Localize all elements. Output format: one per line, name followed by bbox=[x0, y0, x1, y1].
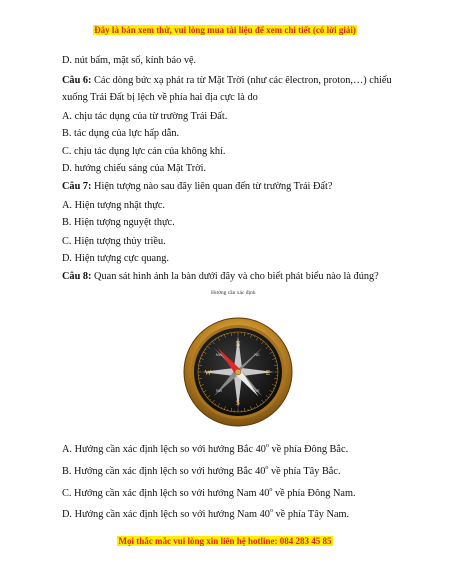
q5-option-d: D. nút bấm, mặt số, kính bảo vệ. bbox=[62, 55, 197, 66]
preview-banner: Đây là bản xem thử, vui lòng mua tài liệu để xem chi tiết (có lời giải) bbox=[94, 25, 356, 35]
letter-n: N bbox=[235, 340, 241, 348]
q6-option-a: A. chịu tác dụng của từ trường Trái Đất. bbox=[62, 111, 228, 122]
question-7: Câu 7: Hiện tượng nào sau đây liên quan đến từ trường Trái Đất? bbox=[62, 181, 333, 192]
question-label: Câu 8: bbox=[62, 271, 92, 282]
q6-option-c: C. chịu tác dụng lực cản của không khí. bbox=[62, 146, 226, 157]
q6-option-b: B. tác dụng của lực hấp dẫn. bbox=[62, 128, 180, 139]
q7-option-a: A. Hiện tượng nhật thực. bbox=[62, 200, 165, 211]
q7-option-b: B. Hiện tượng nguyệt thực. bbox=[62, 217, 175, 228]
q8-option-c: C. Hướng cần xác định lệch so với hướng Nam 40$^o$ về phía Đông Nam. bbox=[62, 487, 356, 499]
letter-se: SE bbox=[254, 388, 260, 393]
q7-option-c: C. Hiện tượng thủy triều. bbox=[62, 236, 166, 247]
needle-pivot bbox=[235, 369, 241, 375]
letter-sw: SW bbox=[215, 388, 223, 393]
q8-option-b: B. Hướng cần xác định lệch so với hướng Bắc 40$^o$ về phía Tây Bắc. bbox=[62, 465, 341, 477]
hotline-banner: Mọi thắc mắc vui lòng xin liên hệ hotline: 084 283 45 85 bbox=[118, 536, 332, 546]
q6-option-d: D. hướng chiếu sáng của Mặt Trời. bbox=[62, 163, 207, 174]
question-label: Câu 7: bbox=[62, 181, 92, 192]
q8-option-a: A. Hướng cần xác định lệch so với hướng Bắc 40$^o$ về phía Đông Bắc. bbox=[62, 443, 349, 455]
question-label: Câu 6: bbox=[62, 75, 92, 86]
question-6-cont: xuống Trái Đất bị lệch về phía hai địa cực là do bbox=[62, 92, 258, 103]
q8-option-d: D. Hướng cần xác định lệch so với hướng Nam 40$^o$ về phía Tây Nam. bbox=[62, 508, 350, 520]
compass-image bbox=[178, 316, 298, 428]
letter-e: E bbox=[265, 369, 271, 377]
question-6: Câu 6: Các dòng bức xạ phát ra từ Mặt Trời (như các êlectron, proton,…) chiếu bbox=[62, 75, 392, 86]
q7-option-d: D. Hiện tượng cực quang. bbox=[62, 253, 169, 264]
question-8: Câu 8: Quan sát hình ảnh la bàn dưới đây và cho biết phát biểu nào là đúng? bbox=[62, 271, 379, 282]
compass-direction-label: Hướng cần xác định bbox=[211, 290, 256, 296]
letter-s: S bbox=[236, 399, 240, 407]
letter-w: W bbox=[204, 369, 212, 377]
letter-nw: NW bbox=[215, 352, 223, 357]
letter-ne: NE bbox=[254, 352, 260, 357]
